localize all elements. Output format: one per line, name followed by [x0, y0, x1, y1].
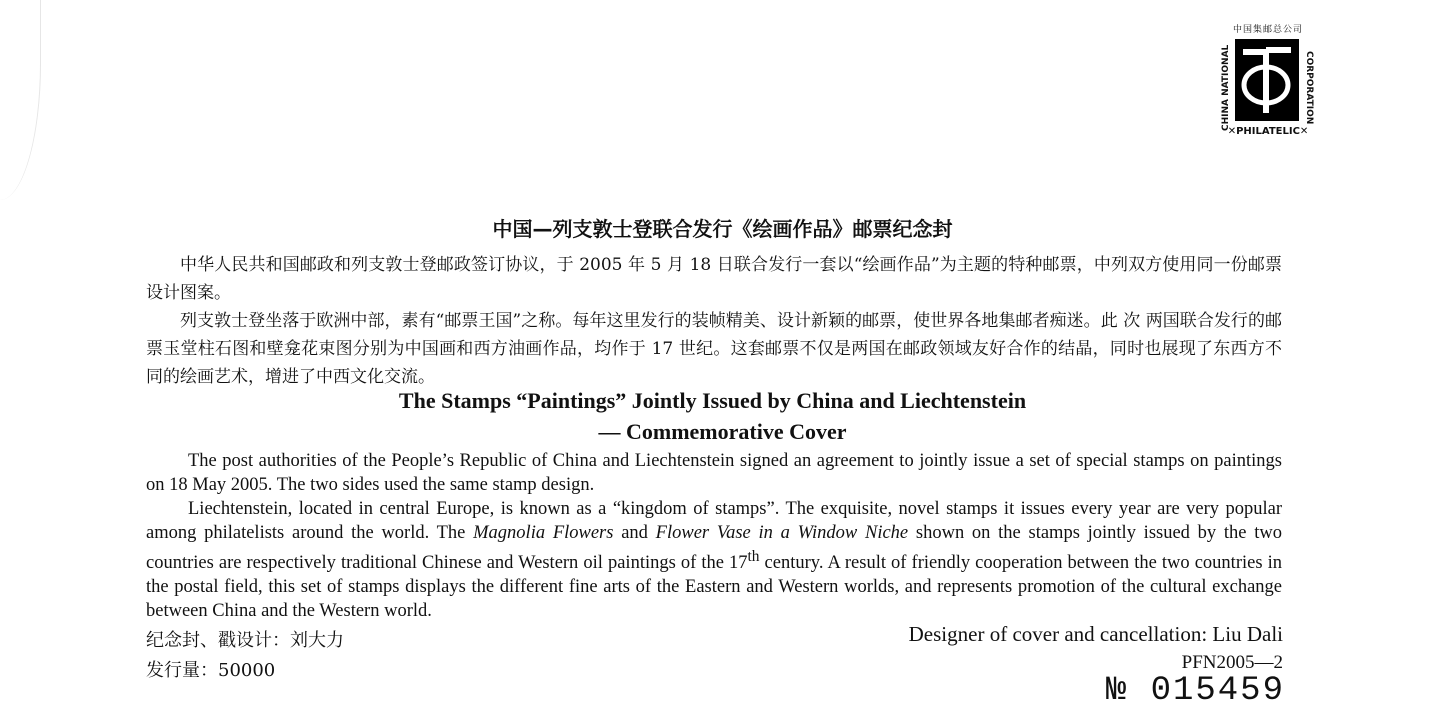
en-p2-text-e: shown on the stamps jointly issued by the two countries are respectively traditional Chinese and Western oil paintings of the 17	[146, 523, 1283, 574]
pfn-code: PFN2005—2	[1181, 652, 1283, 673]
chinese-title: 中国—列支敦士登联合发行《绘画作品》邮票纪念封	[492, 217, 953, 241]
en-p2-text-g: century. A result of friendly cooperation between the two countries in the postal field, this set of stamps displays the different fine arts of the Eastern and Western worlds, and represents promotion of the cultural exchange between China and the Western world.	[146, 553, 1282, 622]
designer-en: Designer of cover and cancellation: Liu Dali	[908, 622, 1283, 646]
chinese-paragraph-1: 中华人民共和国邮政和列支敦士登邮政签订协议，于 2005 年 5 月 18 日联合发行一套以“绘画作品”为主题的特种邮票，中列双方使用同一份邮票设计图案。	[146, 255, 1282, 303]
philatelic-corporation-logo	[1218, 22, 1318, 144]
logo-right-text: CORPORATION	[1304, 51, 1314, 125]
en-p2-vase-title: Flower Vase in a Window Niche	[655, 523, 909, 543]
envelope-edge	[0, 0, 41, 200]
english-body	[146, 449, 1282, 623]
en-p2-text-c: and	[613, 523, 656, 543]
english-paragraph-1: The post authorities of the People’s Republic of China and Liechtenstein signed an agreement to jointly issue a set of special stamps on paintings on 18 May 2005. The two sides used the same stamp design.	[146, 451, 1282, 495]
phi-emblem-icon	[1235, 39, 1299, 121]
en-p2-text-a: Liechtenstein, located in central Europe, is known as a “kingdom of stamps”. The exquisite, novel stamps it issues every year are very popular among philatelists around the world. The	[146, 499, 1282, 543]
en-p2-magnolia-title: Magnolia Flowers	[473, 523, 614, 543]
designer-cn: 纪念封、戳设计：刘大力	[146, 630, 344, 651]
logo-cn-text: 中国集邮总公司	[1232, 25, 1303, 35]
issue-quantity-cn: 发行量：50000	[146, 660, 276, 681]
logo-bottom-text: ✕PHILATELIC✕	[1227, 126, 1309, 137]
english-title: The Stamps “Paintings” Jointly Issued by China and Liechtenstein	[398, 388, 1027, 413]
chinese-body	[146, 251, 1282, 391]
logo-mark	[1235, 39, 1299, 121]
english-subtitle: — Commemorative Cover	[598, 419, 847, 444]
chinese-paragraph-2: 列支敦士登坐落于欧洲中部，素有“邮票王国”之称。每年这里发行的装帧精美、设计新颖的邮票，使世界各地集邮者痴迷。此 次 两国联合发行的邮票玉堂柱石图和壁龛花束图分别为中国画和西方油画作品，均作于 17 世纪。这套邮票不仅是两国在邮政领域友好合作的结晶，同时也展现了东西方不同的绘画艺术，增进了中西文化交流。	[146, 311, 1282, 387]
serial-number: № 015459	[1105, 672, 1285, 710]
en-p2-superscript: th	[747, 548, 760, 565]
logo-left-text: CHINA NATIONAL	[1221, 44, 1231, 132]
english-paragraph-2	[146, 497, 1282, 623]
